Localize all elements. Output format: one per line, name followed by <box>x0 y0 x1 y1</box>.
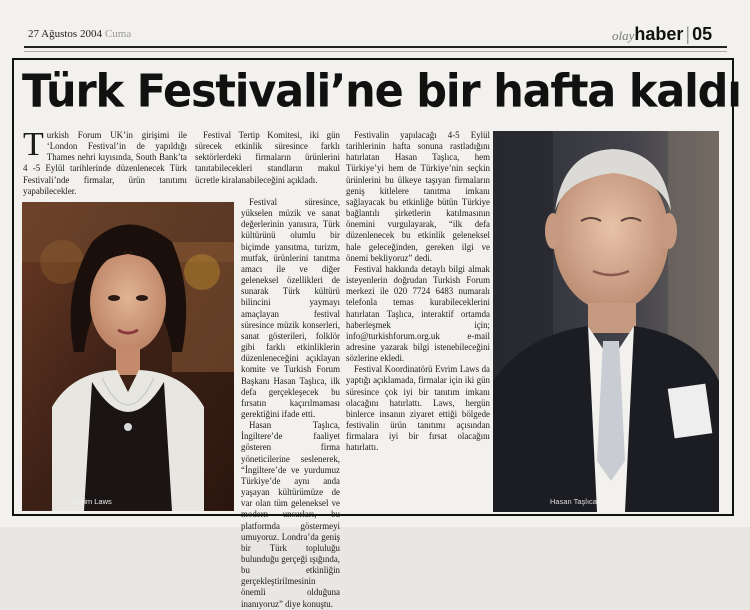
paragraph: Festival hakkında detaylı bilgi almak isteyenlerin doğrudan Turkish Forum merkezi ile 020 7724 6483 numaralı telefonla temas kurabileceklerini hatırlatan Taşlıca, interaktif ortamda haberleşmek için; info@turkishforum.org.uk e-mail adresine yazarak bilgi istenebileceğini sözlerine ekledi. <box>346 263 490 364</box>
portrait-man-image <box>493 131 719 512</box>
photo-caption-left: Evrim Laws <box>73 497 112 506</box>
column-2-body <box>241 197 340 609</box>
issue-date <box>28 28 131 40</box>
article-headline: Türk Festivali’ne bir hafta kaldı <box>22 65 741 119</box>
paragraph: Festival süresince, yükselen müzik ve sanat değerlerinin yanısıra, Türk kültürünü olumlu bir biçimde yansıtma, turizm, mutfak, ürünlerini tanıtma amacı ile ve diğer geleneksel özellikleri de sunarak Türk kültürü bilincini yaymayı amaçlayan festival süresince müzik konserleri, sanat gösterileri, folklör gibi farklı etkinliklerin düzenleneceğini açıklayan komite ve Turkish Forum Başkanı Hasan Taşlıca, ilk defa gerçekleşecek bu fırsatın kaçırılmaması gerektiğini ifade etti. <box>241 197 340 419</box>
paragraph: Hasan Taşlıca, İngiltere’de faaliyet gösteren firma yöneticilerine seslenerek, “İngiltere’de ve yurdumuz Türkiye’de aynı anda yaşayan kültürümüze de var olan tüm geleneksel ve modern unsurları, bu platformda göstermeyi umuyoruz. Londra’da geniş bir Türk topluluğu bulunduğu gerçeği ışığında, bu etkinliğin gerçekleştirilmesinin önemli olduğuna inanıyoruz” diye konuştu. <box>241 420 340 609</box>
column-2-intro <box>195 130 340 200</box>
photo-evrim-laws <box>22 202 234 511</box>
column-3-body <box>346 130 490 511</box>
portrait-woman-image <box>22 202 234 511</box>
section-prefix: olay <box>612 28 635 43</box>
page-number: 05 <box>692 24 713 44</box>
section-name: haber <box>634 24 684 44</box>
photo-hasan-taslica <box>493 131 719 512</box>
photo-caption-right: Hasan Taşlıca <box>550 497 597 506</box>
header-rule <box>24 46 727 48</box>
date-text: 27 Ağustos 2004 <box>28 28 102 40</box>
paragraph: Festivalin yapılacağı 4-5 Eylül tarihlerinin hafta sonuna rastladığını hatırlatan Hasan Taşlıca, hem Türkiye’yi hem de Türkiye’nin seçkin ürünlerini bu ülkeye taşıyan firmaların geniş kitlelere tanıtma imkanı sağlayacak bu etkinliğe bütün Türkiye bağlantılı şirketlerin katılmasının önemini vurgulayarak, “ilk defa düzenlenecek bu etkinlik geleneksel hale geleceğinden, gereken ilgi ve önemi bekliyoruz” dedi. <box>346 130 490 263</box>
paragraph: Festival Tertip Komitesi, iki gün sürecek etkinlik süresince farklı sektörlerdeki firmaların ürünlerini tanıtabilecekleri standların makul ücretle kiralanabileceğini açıkladı. <box>195 130 340 185</box>
lead-paragraph <box>23 126 187 200</box>
page-separator: | <box>685 24 691 44</box>
drop-cap: T <box>23 126 44 163</box>
header-rule-thin <box>24 51 727 52</box>
paragraph: Festival Koordinatörü Evrim Laws da yaptığı açıklamada, firmalar için iki gün süresince çok iyi bir tanıtım imkanı olacağını hatırlattı. Laws, hergün binlerce insanın ziyaret ettiği bölgede festivalin ürün tanıtımı açısından firmalara iyi bir fırsat olacağını hatırlattı. <box>346 364 490 453</box>
section-logo <box>612 24 712 45</box>
lead-text: urkish Forum UK’in girişimi ile ‘London Festival’in de yapıldığı Thames nehri kıyısında, South Bank’ta 4 -5 Eylül tarihlerinde düzenlenecek Türk Festivali’nde firmalar, ürün tanıtımı yapabilecekler. <box>23 130 187 196</box>
weekday: Cuma <box>104 28 132 40</box>
